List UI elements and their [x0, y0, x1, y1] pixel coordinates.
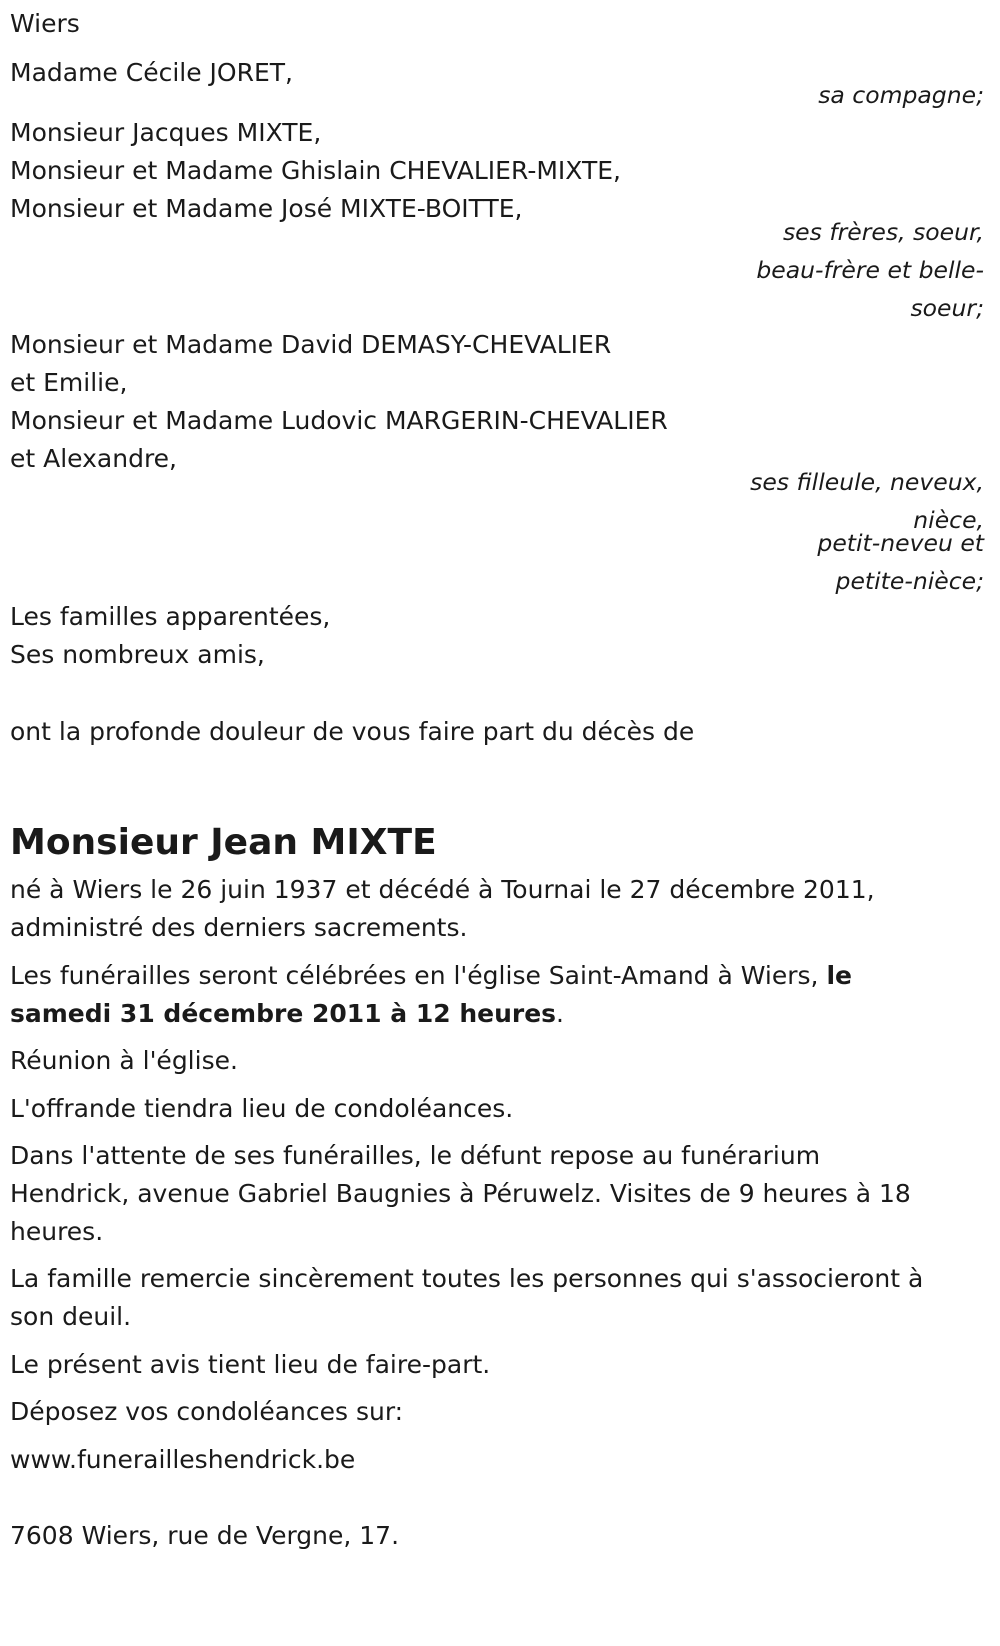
birth-death-line: né à Wiers le 26 juin 1937 et décédé à Tournai le 27 décembre 2011, [10, 875, 875, 904]
announcement-intro: ont la profonde douleur de vous faire part du décès de [10, 717, 695, 746]
birth-death-line: administré des derniers sacrements. [10, 913, 468, 942]
sibling-name: Monsieur et Madame Ghislain CHEVALIER-MIXTE, [10, 156, 621, 185]
repose-line: Dans l'attente de ses funérailles, le défunt repose au funérarium [10, 1141, 821, 1170]
funeral-line [10, 994, 564, 1034]
thanks-line: son deuil. [10, 1302, 132, 1331]
nephews-relation-line: petit-neveu et [817, 529, 984, 557]
offering-info: L'offrande tiendra lieu de condoléances. [10, 1094, 514, 1123]
funeral-date: samedi 31 décembre 2011 à 12 heures [10, 999, 557, 1028]
funeral-line [10, 956, 852, 996]
thanks-line: La famille remercie sincèrement toutes les personnes qui s'associeront à [10, 1264, 924, 1293]
sibling-name: Monsieur Jacques MIXTE, [10, 118, 322, 147]
address: 7608 Wiers, rue de Vergne, 17. [10, 1521, 400, 1550]
funeral-date-start: le [826, 961, 852, 990]
siblings-relation-line: ses frères, soeur, [782, 218, 984, 246]
other-mourners: Ses nombreux amis, [10, 640, 265, 669]
funeral-period: . [556, 999, 564, 1028]
siblings-relation-line: beau-frère et belle- [756, 256, 984, 284]
funeral-location: Les funérailles seront célébrées en l'église Saint-Amand à Wiers, [10, 961, 819, 990]
notice-text: Le présent avis tient lieu de faire-part. [10, 1350, 491, 1379]
siblings-relation-line: soeur; [910, 294, 984, 322]
nephew-name: Monsieur et Madame David DEMASY-CHEVALIER [10, 330, 612, 359]
nephew-name: et Alexandre, [10, 444, 178, 473]
nephews-relation-line: petite-nièce; [835, 567, 984, 595]
repose-line: heures. [10, 1217, 104, 1246]
nephew-name: et Emilie, [10, 368, 128, 397]
companion-relation: sa compagne; [818, 81, 984, 109]
website-link[interactable]: www.funerailleshendrick.be [10, 1445, 356, 1474]
nephews-relation-line: nièce, [913, 506, 984, 534]
other-mourners: Les familles apparentées, [10, 602, 331, 631]
companion-name: Madame Cécile JORET, [10, 58, 293, 87]
meeting-info: Réunion à l'église. [10, 1046, 238, 1075]
nephews-relation-line: ses filleule, neveux, [750, 468, 984, 496]
nephew-name: Monsieur et Madame Ludovic MARGERIN-CHEVALIER [10, 406, 668, 435]
town-heading: Wiers [10, 9, 80, 38]
deceased-name: Monsieur Jean MIXTE [10, 822, 437, 863]
condolences-label: Déposez vos condoléances sur: [10, 1397, 404, 1426]
sibling-name: Monsieur et Madame José MIXTE-BOITTE, [10, 194, 523, 223]
repose-line: Hendrick, avenue Gabriel Baugnies à Péruwelz. Visites de 9 heures à 18 [10, 1179, 911, 1208]
